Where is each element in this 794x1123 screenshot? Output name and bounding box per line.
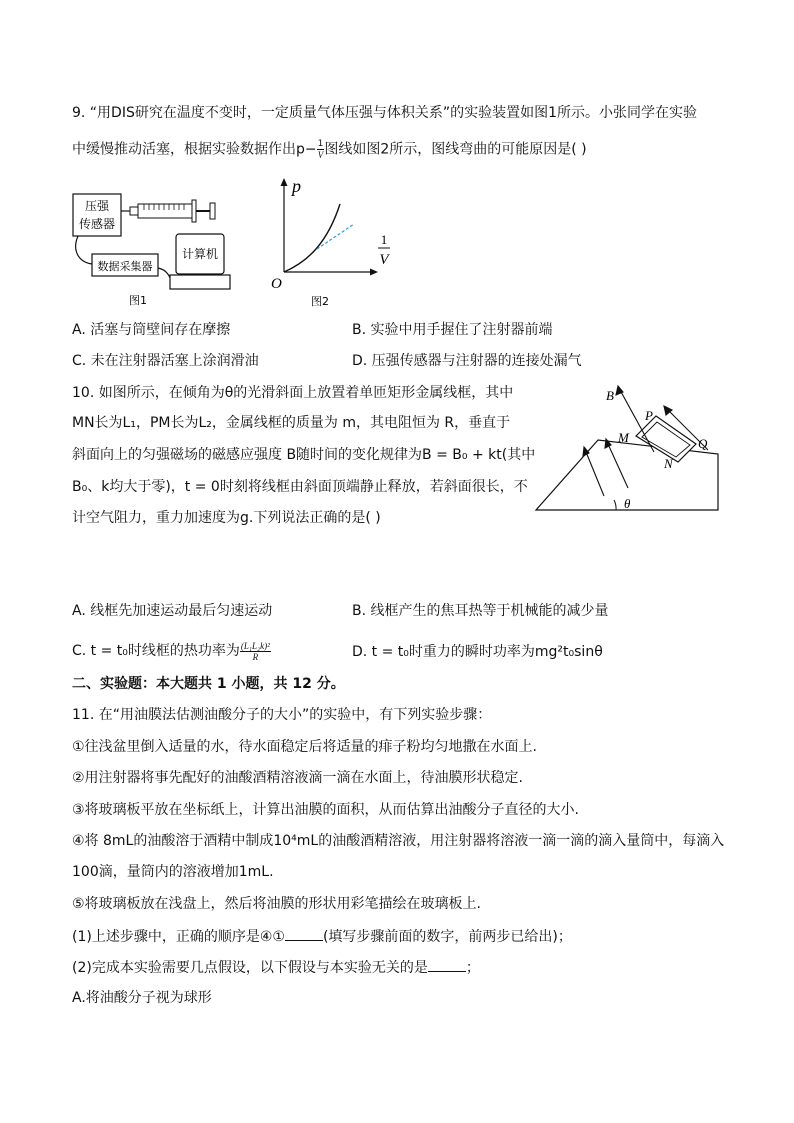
sensor-label-2: 传感器	[78, 217, 116, 231]
q10-line2: MN长为L₁，PM长为L₂，金属线框的质量为 m，其电阻恒为 R，垂直于	[72, 415, 511, 431]
q10-line5: 计空气阻力，重力加速度为g.下列说法正确的是( )	[72, 510, 381, 526]
q11-part-2-answer-blank[interactable]	[428, 957, 466, 972]
sensor-cable	[76, 236, 92, 264]
q9-line2-text-b: 图线如图2所示，图线弯曲的可能原因是( )	[324, 141, 587, 158]
data-collector-label: 数据采集器	[97, 260, 153, 273]
q10-option-a: A. 线框先加速运动最后匀速运动	[72, 603, 273, 619]
q10-option-c-text: C. t = t₀时线框的热功率为	[72, 643, 240, 659]
q11-part-2-text-a: (2)完成本实验需要几点假设，以下假设与本实验无关的是	[72, 960, 428, 976]
q11-part-2	[72, 957, 480, 978]
theta-label: θ	[624, 496, 631, 511]
figure-2-graph	[262, 172, 402, 312]
q10-line1: 10. 如图所示，在倾角为θ的光滑斜面上放置着单匝矩形金属线框，其中	[72, 385, 514, 401]
q9-fraction-numerator: 1	[317, 139, 324, 149]
figure-1-caption: 图1	[129, 294, 147, 307]
q9-line2	[72, 139, 587, 160]
q11-step-4-line1: ④将 8mL的油酸溶于酒精中制成10⁴mL的油酸酒精溶液，用注射器将溶液一滴一滴的滴入量筒中，每滴入	[72, 833, 725, 849]
q10-line4: B₀、k均大于零)，t = 0时刻将线框由斜面顶端静止释放，若斜面很长，不	[72, 479, 528, 495]
q10-option-c-denominator: R	[252, 651, 259, 662]
sensor-label-1: 压强	[84, 199, 110, 213]
label-n: N	[664, 456, 673, 471]
q10-line3: 斜面向上的匀强磁场的磁感应强度 B随时间的变化规律为B = B₀ + kt(其中	[72, 447, 536, 463]
q11-step-5: ⑤将玻璃板放在浅盘上，然后将油膜的形状用彩笔描绘在玻璃板上.	[72, 896, 481, 912]
q11-part-1-text-a: (1)上述步骤中，正确的顺序是④①	[72, 929, 285, 945]
computer-label: 计算机	[181, 247, 219, 261]
y-axis-arrow	[281, 178, 288, 186]
label-b: B	[606, 388, 614, 403]
q10-option-d: D. t = t₀时重力的瞬时功率为mg²t₀sinθ	[352, 644, 603, 660]
figure-2-caption: 图2	[311, 295, 329, 308]
label-q: Q	[698, 436, 708, 451]
syringe-flange	[192, 200, 196, 222]
q9-line2-text-a: 中缓慢推动活塞，根据实验数据作出p−	[72, 141, 317, 158]
syringe-plunger-end	[210, 203, 215, 219]
x-axis-label-numerator: 1	[380, 232, 388, 247]
section-2-heading: 二、实验题：本大题共 1 小题，共 12 分。	[72, 676, 345, 692]
q10-option-c-fraction	[240, 641, 271, 662]
y-axis-label: p	[292, 176, 301, 196]
q11-step-2: ②用注射器将事先配好的油酸酒精溶液滴一滴在水面上，待油膜形状稳定.	[72, 770, 523, 786]
q11-step-1: ①往浅盆里倒入适量的水，待水面稳定后将适量的痱子粉均匀地撒在水面上.	[72, 739, 537, 755]
figure-1-apparatus	[68, 188, 238, 310]
x-axis-arrow	[370, 269, 378, 276]
q11-part-1-answer-blank[interactable]	[285, 926, 323, 941]
computer-base	[170, 275, 230, 289]
q9-option-d: D. 压强传感器与注射器的连接处漏气	[352, 353, 582, 369]
incline-figure	[532, 380, 728, 516]
x-axis-label-denominator: V	[379, 252, 389, 268]
label-p: P	[645, 408, 653, 423]
q9-option-a: A. 活塞与筒壁间存在摩擦	[72, 322, 231, 338]
q11-intro: 11. 在“用油膜法估测油酸分子的大小”的实验中，有下列实验步骤：	[72, 707, 492, 723]
q9-option-b: B. 实验中用手握住了注射器前端	[352, 322, 553, 338]
q11-part-2-option-a: A.将油酸分子视为球形	[72, 990, 212, 1006]
q10-option-c-numerator: (L₁L₂k)²	[240, 640, 270, 651]
q9-option-c: C. 未在注射器活塞上涂润滑油	[72, 353, 259, 369]
origin-label: O	[271, 276, 282, 292]
q10-option-c	[72, 638, 271, 664]
curve-line	[284, 204, 340, 272]
q11-step-4-line2: 100滴，量筒内的溶液增加1mL.	[72, 864, 274, 880]
dashed-tangent-line	[317, 224, 354, 249]
q11-step-3: ③将玻璃板平放在坐标纸上，计算出油膜的面积，从而估算出油酸分子直径的大小.	[72, 802, 579, 818]
label-m: M	[618, 430, 629, 445]
q11-part-1-text-b: (填写步骤前面的数字，前两步已给出)；	[322, 929, 572, 945]
q10-option-b: B. 线框产生的焦耳热等于机械能的减少量	[352, 603, 609, 619]
syringe-tip	[130, 207, 138, 215]
q9-line1: 9. “用DIS研究在温度不变时，一定质量气体压强与体积关系”的实验装置如图1所示。小张同学在实验	[72, 105, 698, 121]
q11-part-1	[72, 926, 572, 947]
q9-fraction-denominator: V	[317, 150, 324, 160]
q11-part-2-text-b: ；	[465, 960, 480, 976]
